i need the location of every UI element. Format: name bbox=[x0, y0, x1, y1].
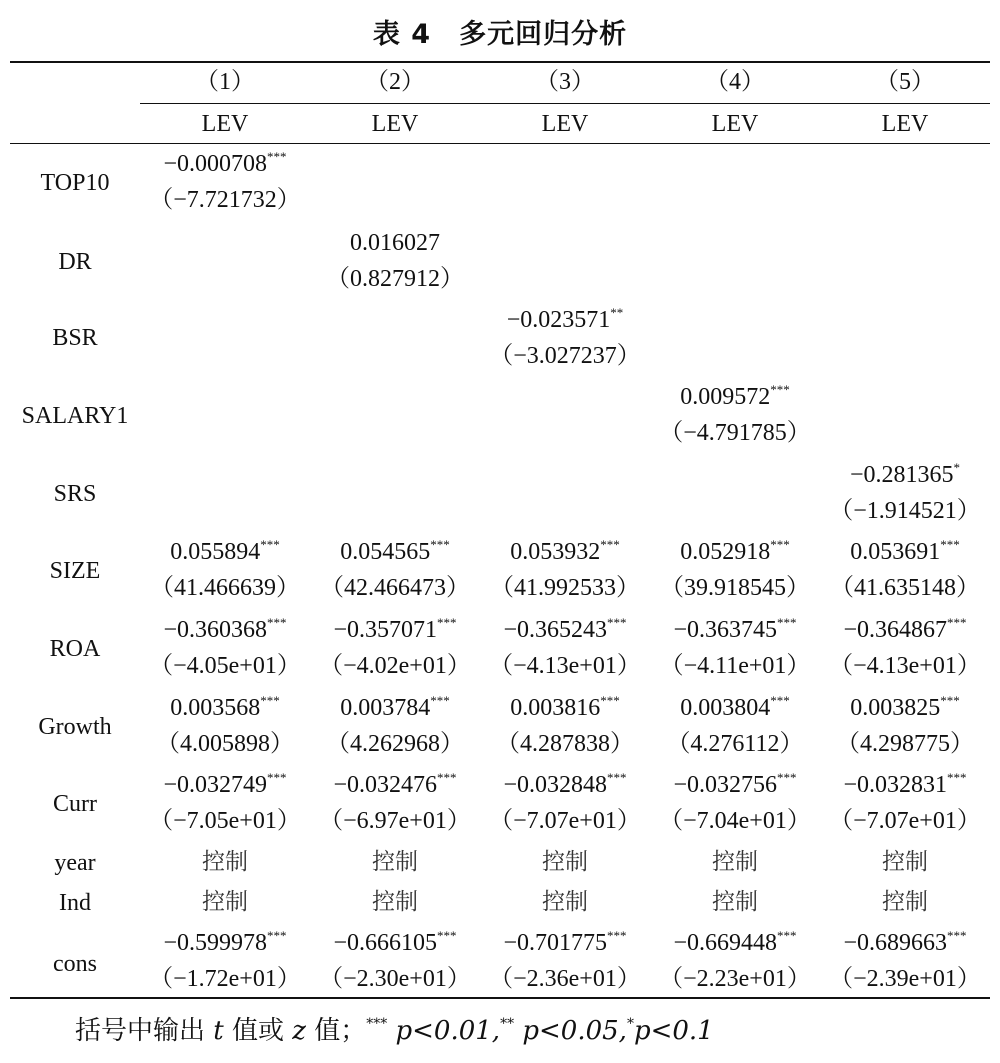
column-dependent-3: LEV bbox=[541, 111, 589, 137]
coef-growth-3: 0.003816*** bbox=[510, 693, 620, 721]
tstat-curr-1: （−7.05e+01） bbox=[149, 808, 301, 834]
tstat-cons-1: （−1.72e+01） bbox=[149, 966, 301, 992]
column-number-3: （3） bbox=[535, 69, 595, 95]
row-label-size: SIZE bbox=[49, 558, 101, 584]
coef-curr-3: −0.032848*** bbox=[503, 770, 627, 798]
coef-roa-5: −0.364867*** bbox=[843, 615, 967, 643]
tstat-dr-2: （0.827912） bbox=[326, 266, 464, 292]
header-bottom-rule bbox=[10, 143, 990, 144]
tstat-roa-5: （−4.13e+01） bbox=[829, 653, 981, 679]
tstat-growth-4: （4.276112） bbox=[666, 731, 804, 757]
tstat-curr-3: （−7.07e+01） bbox=[489, 808, 641, 834]
coef-curr-4: −0.032756*** bbox=[673, 770, 797, 798]
coef-srs-5: −0.281365* bbox=[849, 460, 961, 488]
tstat-cons-3: （−2.36e+01） bbox=[489, 966, 641, 992]
coef-cons-4: −0.669448*** bbox=[673, 928, 797, 956]
control-year-5: 控制 bbox=[882, 849, 928, 875]
coef-roa-1: −0.360368*** bbox=[163, 615, 287, 643]
coef-size-3: 0.053932*** bbox=[510, 537, 620, 565]
coef-size-2: 0.054565*** bbox=[340, 537, 450, 565]
top-rule bbox=[10, 61, 990, 63]
control-ind-2: 控制 bbox=[372, 889, 418, 915]
tstat-roa-4: （−4.11e+01） bbox=[659, 653, 811, 679]
tstat-bsr-3: （−3.027237） bbox=[489, 343, 641, 369]
tstat-curr-4: （−7.04e+01） bbox=[659, 808, 811, 834]
row-label-growth: Growth bbox=[38, 714, 112, 740]
control-ind-3: 控制 bbox=[542, 889, 588, 915]
table-footnote: 括号中输出 t 值或 z 值；*** p<0.01,** p<0.05,*p<0.1 bbox=[75, 1016, 714, 1046]
tstat-salary1-4: （−4.791785） bbox=[659, 420, 811, 446]
tstat-roa-3: （−4.13e+01） bbox=[489, 653, 641, 679]
tstat-roa-1: （−4.05e+01） bbox=[149, 653, 301, 679]
row-label-roa: ROA bbox=[49, 636, 101, 662]
control-ind-1: 控制 bbox=[202, 889, 248, 915]
coef-cons-5: −0.689663*** bbox=[843, 928, 967, 956]
control-year-4: 控制 bbox=[712, 849, 758, 875]
coef-size-4: 0.052918*** bbox=[680, 537, 790, 565]
coef-cons-2: −0.666105*** bbox=[333, 928, 457, 956]
table-title: 表 4 多元回归分析 bbox=[372, 19, 628, 50]
coef-bsr-3: −0.023571** bbox=[506, 305, 624, 333]
coef-curr-2: −0.032476*** bbox=[333, 770, 457, 798]
coef-roa-2: −0.357071*** bbox=[333, 615, 457, 643]
coef-roa-4: −0.363745*** bbox=[673, 615, 797, 643]
column-dependent-1: LEV bbox=[201, 111, 249, 137]
tstat-size-5: （41.635148） bbox=[830, 575, 980, 601]
tstat-cons-4: （−2.23e+01） bbox=[659, 966, 811, 992]
tstat-curr-5: （−7.07e+01） bbox=[829, 808, 981, 834]
coef-size-1: 0.055894*** bbox=[170, 537, 280, 565]
column-number-1: （1） bbox=[195, 69, 255, 95]
tstat-curr-2: （−6.97e+01） bbox=[319, 808, 471, 834]
tstat-cons-2: （−2.30e+01） bbox=[319, 966, 471, 992]
tstat-size-1: （41.466639） bbox=[150, 575, 300, 601]
row-label-top10: TOP10 bbox=[40, 170, 110, 196]
bottom-rule bbox=[10, 997, 990, 999]
tstat-srs-5: （−1.914521） bbox=[829, 498, 981, 524]
row-label-salary1: SALARY1 bbox=[21, 403, 129, 429]
coef-curr-5: −0.032831*** bbox=[843, 770, 967, 798]
tstat-growth-5: （4.298775） bbox=[836, 731, 974, 757]
coef-cons-3: −0.701775*** bbox=[503, 928, 627, 956]
coef-growth-5: 0.003825*** bbox=[850, 693, 960, 721]
control-year-1: 控制 bbox=[202, 849, 248, 875]
column-number-2: （2） bbox=[365, 69, 425, 95]
header-sub-rule bbox=[140, 103, 990, 104]
column-dependent-4: LEV bbox=[711, 111, 759, 137]
row-label-srs: SRS bbox=[53, 481, 97, 507]
row-label-ind: Ind bbox=[59, 890, 91, 916]
control-year-3: 控制 bbox=[542, 849, 588, 875]
coef-growth-1: 0.003568*** bbox=[170, 693, 280, 721]
coef-curr-1: −0.032749*** bbox=[163, 770, 287, 798]
coef-dr-2: 0.016027 bbox=[350, 230, 440, 256]
tstat-cons-5: （−2.39e+01） bbox=[829, 966, 981, 992]
control-ind-4: 控制 bbox=[712, 889, 758, 915]
tstat-roa-2: （−4.02e+01） bbox=[319, 653, 471, 679]
tstat-size-4: （39.918545） bbox=[660, 575, 810, 601]
row-label-bsr: BSR bbox=[52, 325, 98, 351]
control-ind-5: 控制 bbox=[882, 889, 928, 915]
tstat-top10-1: （−7.721732） bbox=[149, 187, 301, 213]
tstat-size-2: （42.466473） bbox=[320, 575, 470, 601]
coef-growth-4: 0.003804*** bbox=[680, 693, 790, 721]
coef-size-5: 0.053691*** bbox=[850, 537, 960, 565]
tstat-growth-3: （4.287838） bbox=[496, 731, 634, 757]
coef-growth-2: 0.003784*** bbox=[340, 693, 450, 721]
row-label-curr: Curr bbox=[53, 791, 97, 817]
row-label-dr: DR bbox=[58, 249, 92, 275]
column-number-5: （5） bbox=[875, 69, 935, 95]
tstat-growth-1: （4.005898） bbox=[156, 731, 294, 757]
row-label-year: year bbox=[54, 850, 96, 876]
coef-cons-1: −0.599978*** bbox=[163, 928, 287, 956]
tstat-growth-2: （4.262968） bbox=[326, 731, 464, 757]
coef-roa-3: −0.365243*** bbox=[503, 615, 627, 643]
coef-salary1-4: 0.009572*** bbox=[680, 382, 790, 410]
column-dependent-5: LEV bbox=[881, 111, 929, 137]
control-year-2: 控制 bbox=[372, 849, 418, 875]
row-label-cons: cons bbox=[53, 951, 97, 977]
tstat-size-3: （41.992533） bbox=[490, 575, 640, 601]
coef-top10-1: −0.000708*** bbox=[163, 149, 287, 177]
column-dependent-2: LEV bbox=[371, 111, 419, 137]
column-number-4: （4） bbox=[705, 69, 765, 95]
